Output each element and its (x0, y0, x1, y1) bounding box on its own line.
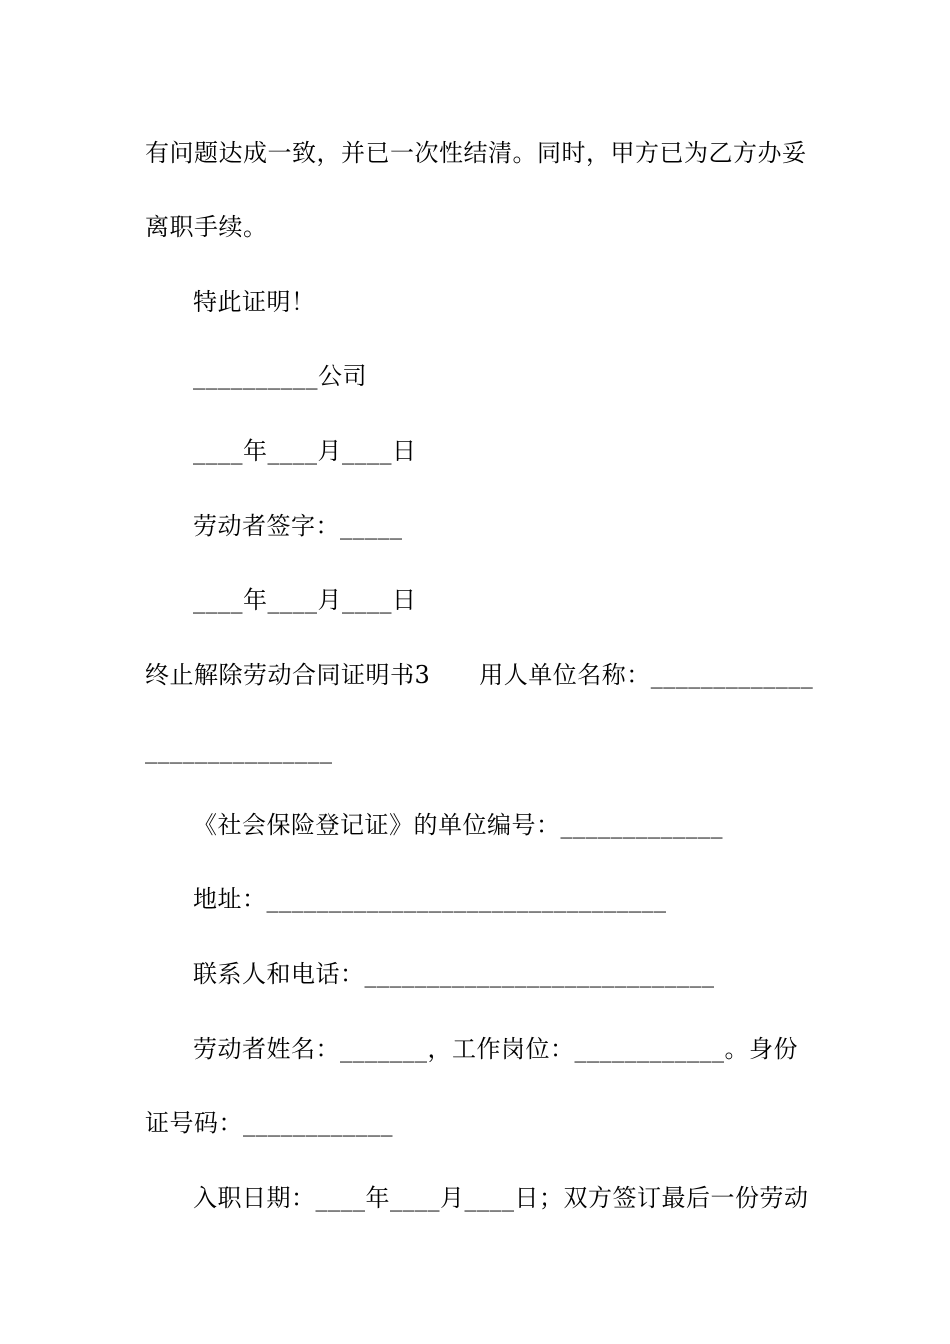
text-line: 离职手续。 (145, 213, 268, 241)
company-blank-line: __________公司 (193, 362, 367, 390)
text-line: _______________ (145, 736, 333, 764)
signature-line: 劳动者签字：_____ (193, 512, 403, 540)
date-blank-line: ____年____月____日 (193, 437, 417, 465)
text-line: 有问题达成一致，并已一次性结清。同时，甲方已为乙方办妥 (145, 139, 807, 167)
date-blank-line: ____年____月____日 (193, 586, 417, 614)
text-line: 地址：________________________________ (193, 885, 667, 913)
section-title-line: 终止解除劳动合同证明书3 用人单位名称：_____________ (145, 661, 814, 689)
text-line: 劳动者姓名：_______，工作岗位：____________。身份 (193, 1035, 798, 1063)
text-line: 证号码：____________ (145, 1109, 393, 1137)
text-line: 联系人和电话：____________________________ (193, 960, 715, 988)
text-line: 《社会保险登记证》的单位编号：_____________ (193, 811, 723, 839)
text-line: 特此证明！ (193, 288, 316, 316)
text-line: 入职日期：____年____月____日；双方签订最后一份劳动 (193, 1184, 809, 1212)
